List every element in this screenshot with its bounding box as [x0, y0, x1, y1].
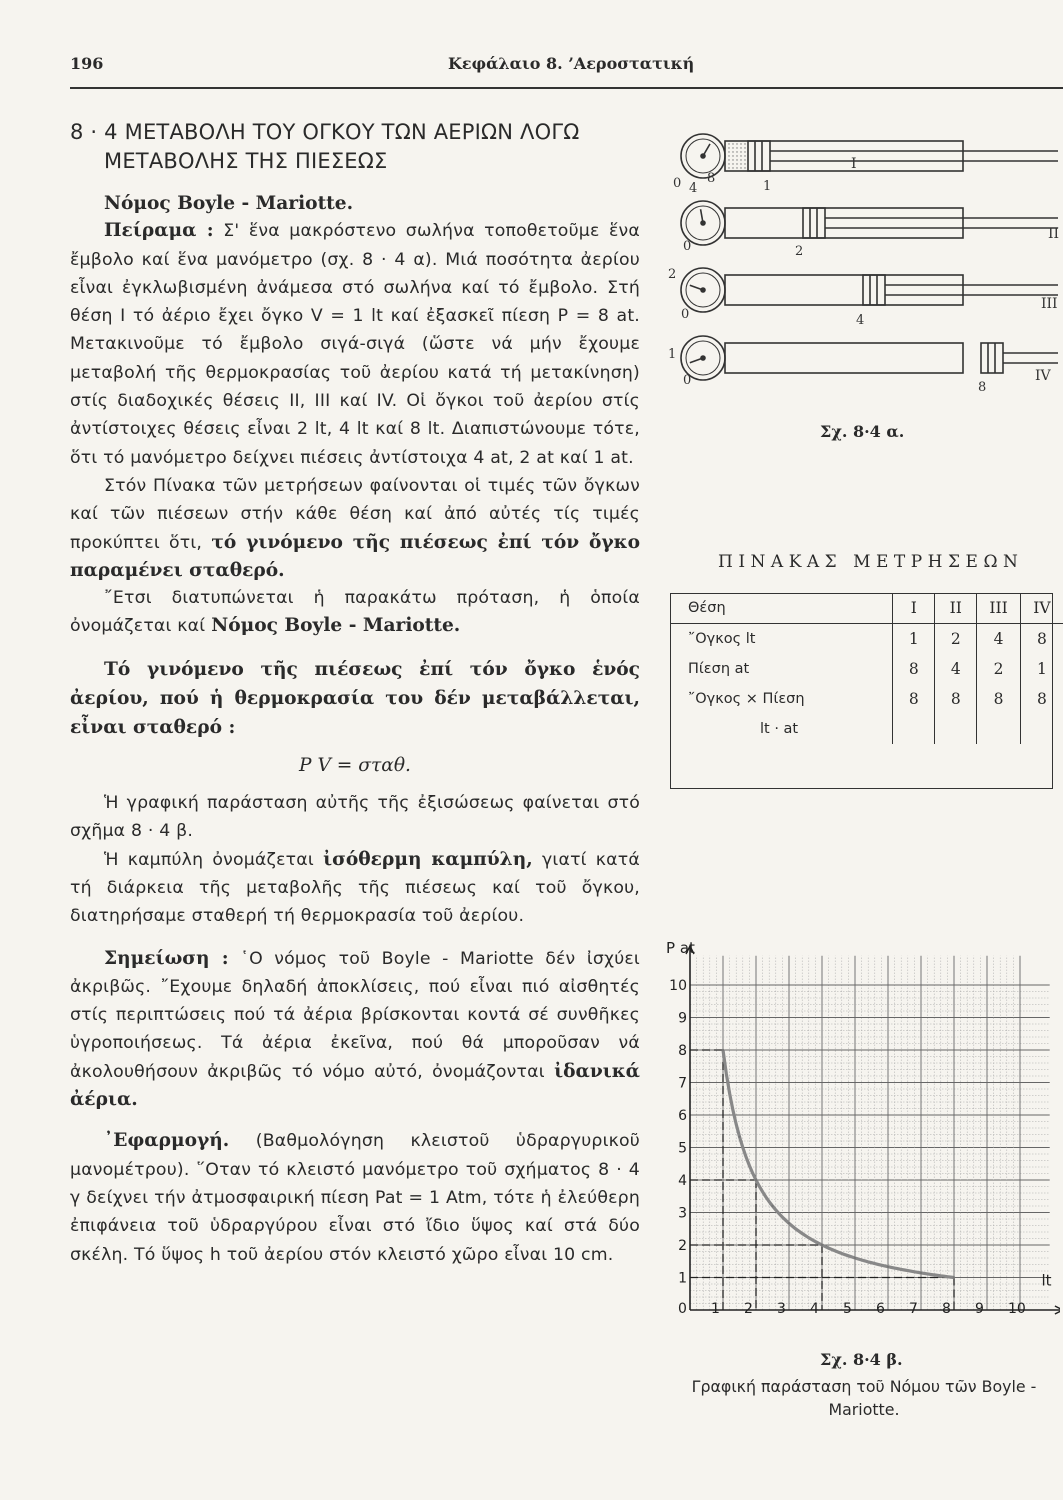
x-tick-label: 4 [810, 1301, 819, 1317]
measurements-table [670, 593, 1063, 744]
table-cell: 4 [977, 624, 1020, 655]
law-intro-paragraph [70, 584, 640, 641]
graph-ref-paragraph [70, 789, 640, 846]
y-tick-label: 8 [678, 1043, 687, 1059]
law-statement: Τό γινόμενο τῆς πιέσεως ἐπί τόν ὄγκο ἑνός ἀερίου, πού ἡ θερμοκρασία του δέν μεταβάλλεται, εἶναι σταθερό : [70, 658, 640, 738]
scale-label: 2 [795, 244, 804, 259]
figure-b-caption: Σχ. 8·4 β. [820, 1350, 903, 1369]
x-axis-label: lt [1041, 1271, 1052, 1290]
x-tick-label: 2 [744, 1301, 753, 1317]
piston-icon [803, 208, 825, 238]
header-rule [70, 87, 1063, 89]
gas-region [727, 143, 748, 169]
experiment-paragraph [70, 217, 640, 472]
roman-label-3: III [1041, 296, 1058, 312]
table-cell: 2 [977, 654, 1020, 684]
law-intro-text: ῎Ετσι διατυπώνεται ἡ παρακάτω πρόταση, ἡ ὁποία ὀνομάζεται καί [70, 588, 640, 637]
scale-label: 8 [707, 171, 716, 186]
table-header-cell: IV [1020, 593, 1063, 624]
law-intro-name: Νόμος Boyle - Mariotte. [211, 615, 461, 637]
table-cell: 8 [893, 654, 935, 684]
application-text: (Βαθμολόγηση κλειστοῦ ὑδραργυρικοῦ μανομέτρου). ῞Οταν τό κλειστό μανόμετρο τοῦ σχήματος 8 · 4 γ δείχνει τήν ἀτμοσφαιρική πίεση Pat = 1 Atm, τότε ἡ ἐλεύθερη ἐπιφάνεια τοῦ ὑδραργύρου εἶναι στό ἴδιο ὕψος καί στά δύο σκέλη. Τό ὕψος h τοῦ ἀερίου στόν κλειστό χῶρο εἶναι 10 cm. [70, 1131, 640, 1265]
table-cell: 8 [1020, 684, 1063, 714]
table-cell: 1 [893, 624, 935, 655]
y-tick-label: 3 [678, 1205, 687, 1222]
gauge-hub-icon [701, 356, 705, 360]
graph-ref-text: Ἡ γραφική παράσταση αὐτῆς τῆς ἐξισώσεως φαίνεται στό σχῆμα 8 · 4 β. [70, 793, 640, 842]
page-number: 196 [70, 54, 104, 73]
table-cell: 1 [1020, 654, 1063, 684]
experiment-text: Σ' ἕνα μακρόστενο σωλήνα τοποθετοῦμε ἕνα ἔμβολο καί ἕνα μανόμετρο (σχ. 8 · 4 α). Μιά ποσότητα ἀερίου εἶναι ἐγκλωβισμένη ἀνάμεσα στό σωλήνα καί τό ἔμβολο. Στή θέση I τό ἀέριο ἔχει ὄγκο V = 1 lt καί ἐξασκεῖ πίεση P = 8 at. Μετακινοῦμε τό ἔμβολο σιγά-σιγά (ὥστε νά μήν ἔχουμε μεταβολή τῆς θερμοκρασίας τοῦ ἀερίου κατά τή μετακίνηση) στίς διαδοχικές θέσεις II, III καί IV. Οἱ ὄγκοι τοῦ ἀερίου στίς ἀντίστοιχες θέσεις εἶναι 2 lt, 4 lt καί 8 lt. Διαπιστώνουμε τότε, ὅτι τό μανόμετρο δείχνει πιέσεις ἀντίστοιχα 4 at, 2 at καί 1 at. [70, 221, 640, 468]
table-row [670, 654, 1063, 684]
data-point [953, 1276, 955, 1278]
gauge-hub-icon [701, 288, 705, 292]
data-point [821, 1244, 823, 1246]
x-tick-label: 1 [711, 1301, 720, 1317]
data-point [920, 1272, 922, 1274]
table-cell: 8 [977, 684, 1020, 714]
piston-icon [748, 141, 770, 171]
data-point [854, 1257, 856, 1259]
gauge-hub-icon [701, 154, 705, 158]
scale-label: 0 [681, 307, 690, 322]
x-tick-label: 3 [777, 1301, 786, 1317]
table-cell: 8 [1020, 624, 1063, 655]
y-tick-label: 5 [678, 1140, 687, 1157]
y-tick-label: 10 [669, 978, 687, 994]
scale-label: 0 [673, 176, 682, 191]
x-tick-label: 7 [909, 1301, 918, 1317]
tube-body [725, 343, 963, 373]
scale-label: 0 [683, 373, 692, 388]
table-header-cell: II [935, 593, 977, 624]
x-tick-label: 10 [1008, 1301, 1026, 1317]
y-tick-label: 4 [678, 1173, 687, 1189]
isotherm-text2: γιατί κατά τή διάρκεια τῆς μεταβολῆς τῆς πιέσεως καί τοῦ ὄγκου, διατηρήσαμε σταθερή τή θερμοκρασία τοῦ ἀερίου. [70, 849, 640, 927]
scale-label: 8 [978, 380, 987, 395]
figure-b-caption-text: Γραφική παράσταση τοῦ Νόμου τῶν Boyle - Mariotte. [691, 1377, 1037, 1419]
table-title: ΠΙΝΑΚΑΣ ΜΕΤΡΗΣΕΩΝ [718, 552, 1024, 572]
roman-label-1: I [851, 156, 857, 172]
figure-piston-diagram [663, 118, 1063, 418]
table-header-cell: Θέση [670, 593, 893, 624]
tube-body [725, 208, 963, 238]
data-point [738, 1136, 740, 1138]
table-cell: lt · at [760, 721, 799, 737]
formula: P V = σταθ. [299, 754, 411, 776]
tube-body [725, 275, 963, 305]
table-cell: ῎Ογκος × Πίεση [688, 691, 805, 707]
table-ref-paragraph [70, 472, 640, 584]
scale-label: 1 [668, 347, 677, 362]
application-label: ᾽Εφαρμογή. [104, 1130, 230, 1152]
table-header-cell: III [977, 593, 1020, 624]
table-cell [977, 714, 1020, 744]
section-title-line2: ΜΕΤΑΒΟΛΗΣ ΤΗΣ ΠΙΕΣΕΩΣ [104, 149, 388, 173]
scale-label: 4 [689, 181, 698, 196]
table-cell: Πίεση at [688, 661, 750, 677]
table-header-cell: I [893, 593, 935, 624]
piston-icon [981, 343, 1003, 373]
y-tick-label: 6 [678, 1108, 687, 1124]
y-tick-label: 7 [678, 1075, 687, 1092]
scale-label: 2 [668, 267, 677, 282]
roman-label-2: II [1048, 226, 1060, 242]
chapter-title: Κεφάλαιο 8. ’Αεροστατική [448, 54, 695, 73]
isotherm-curve [723, 1050, 954, 1278]
isotherm-term: ἰσόθερμη καμπύλη, [323, 848, 533, 870]
table-cell [1020, 714, 1063, 744]
scale-label: 4 [856, 313, 865, 328]
table-cell: 2 [935, 624, 977, 655]
application-paragraph [70, 1127, 640, 1268]
scale-label: 0 [683, 239, 692, 254]
x-tick-label: 9 [975, 1301, 984, 1317]
piston-icon [863, 275, 885, 305]
data-point [788, 1222, 790, 1224]
experiment-label: Πείραμα : [104, 220, 214, 242]
table-cell: 8 [893, 684, 935, 714]
table-ref-text: Στόν Πίνακα τῶν μετρήσεων φαίνονται οἱ τιμές τῶν ὄγκων καί τῶν πιέσεων στήν κάθε θέση καί ἀπό αὐτές τίς τιμές προκύπτει ὅτι, [70, 475, 640, 553]
table-cell: 4 [935, 654, 977, 684]
table-row [670, 624, 1063, 655]
table-header-row [670, 593, 1063, 624]
table-cell: ῎Ογκος lt [688, 631, 756, 647]
note-text: ῾Ο νόμος τοῦ Boyle - Mariotte δέν ἰσχύει ἀκριβῶς. ῎Εχουμε δηλαδή ἀποκλίσεις, πού εἶναι πιό αἰσθητές στίς περιπτώσεις πού τά ἀέρια βρίσκονται κοντά σέ συνθῆκες ὑγροποιήσεως. Τά ἀέρια ἐκεῖνα, πού θά μποροῦσαν νά ἀκολουθήσουν ἀκριβῶς τό νόμο αὐτό, ὀνομάζονται [70, 948, 640, 1082]
data-point [722, 1049, 724, 1051]
section-title-line1: 8 · 4 ΜΕΤΑΒΟΛΗ ΤΟΥ ΟΓΚΟΥ ΤΩΝ ΑΕΡΙΩΝ ΛΟΓΩ [70, 120, 580, 144]
y-tick-label: 2 [678, 1238, 687, 1254]
note-paragraph [70, 945, 640, 1114]
roman-label-4: IV [1035, 368, 1051, 384]
table-cell [935, 714, 977, 744]
x-tick-label: 0 [678, 1301, 687, 1317]
y-axis-label: P at [666, 938, 695, 957]
note-term: ἰδανικά ἀέρια. [70, 1060, 640, 1111]
data-point [755, 1179, 757, 1181]
figure-a-caption: Σχ. 8·4 α. [820, 422, 905, 441]
boyle-mariotte-chart [660, 905, 1060, 1345]
table-row [670, 714, 1063, 744]
table-cell [893, 714, 935, 744]
isotherm-paragraph [70, 846, 640, 931]
main-text-column [70, 118, 640, 1269]
table-row [670, 684, 1063, 714]
table-cell: 8 [935, 684, 977, 714]
y-tick-label: 1 [678, 1270, 687, 1287]
x-tick-label: 8 [942, 1301, 951, 1317]
scale-label: 1 [763, 179, 772, 194]
x-tick-label: 6 [876, 1301, 885, 1317]
isotherm-text1: Ἡ καμπύλη ὀνομάζεται [104, 849, 314, 870]
law-heading: Νόμος Boyle - Mariotte. [104, 193, 354, 214]
data-point [771, 1205, 773, 1207]
section-title [70, 118, 640, 176]
data-point [887, 1266, 889, 1268]
gauge-hub-icon [701, 221, 705, 225]
table-ref-conclusion: τό γινόμενο τῆς πιέσεως ἐπί τόν ὄγκο παραμένει σταθερό. [70, 531, 640, 581]
x-tick-label: 5 [843, 1301, 852, 1317]
note-label: Σημείωση : [104, 947, 229, 969]
y-tick-label: 9 [678, 1010, 687, 1027]
tube-body [725, 141, 963, 171]
